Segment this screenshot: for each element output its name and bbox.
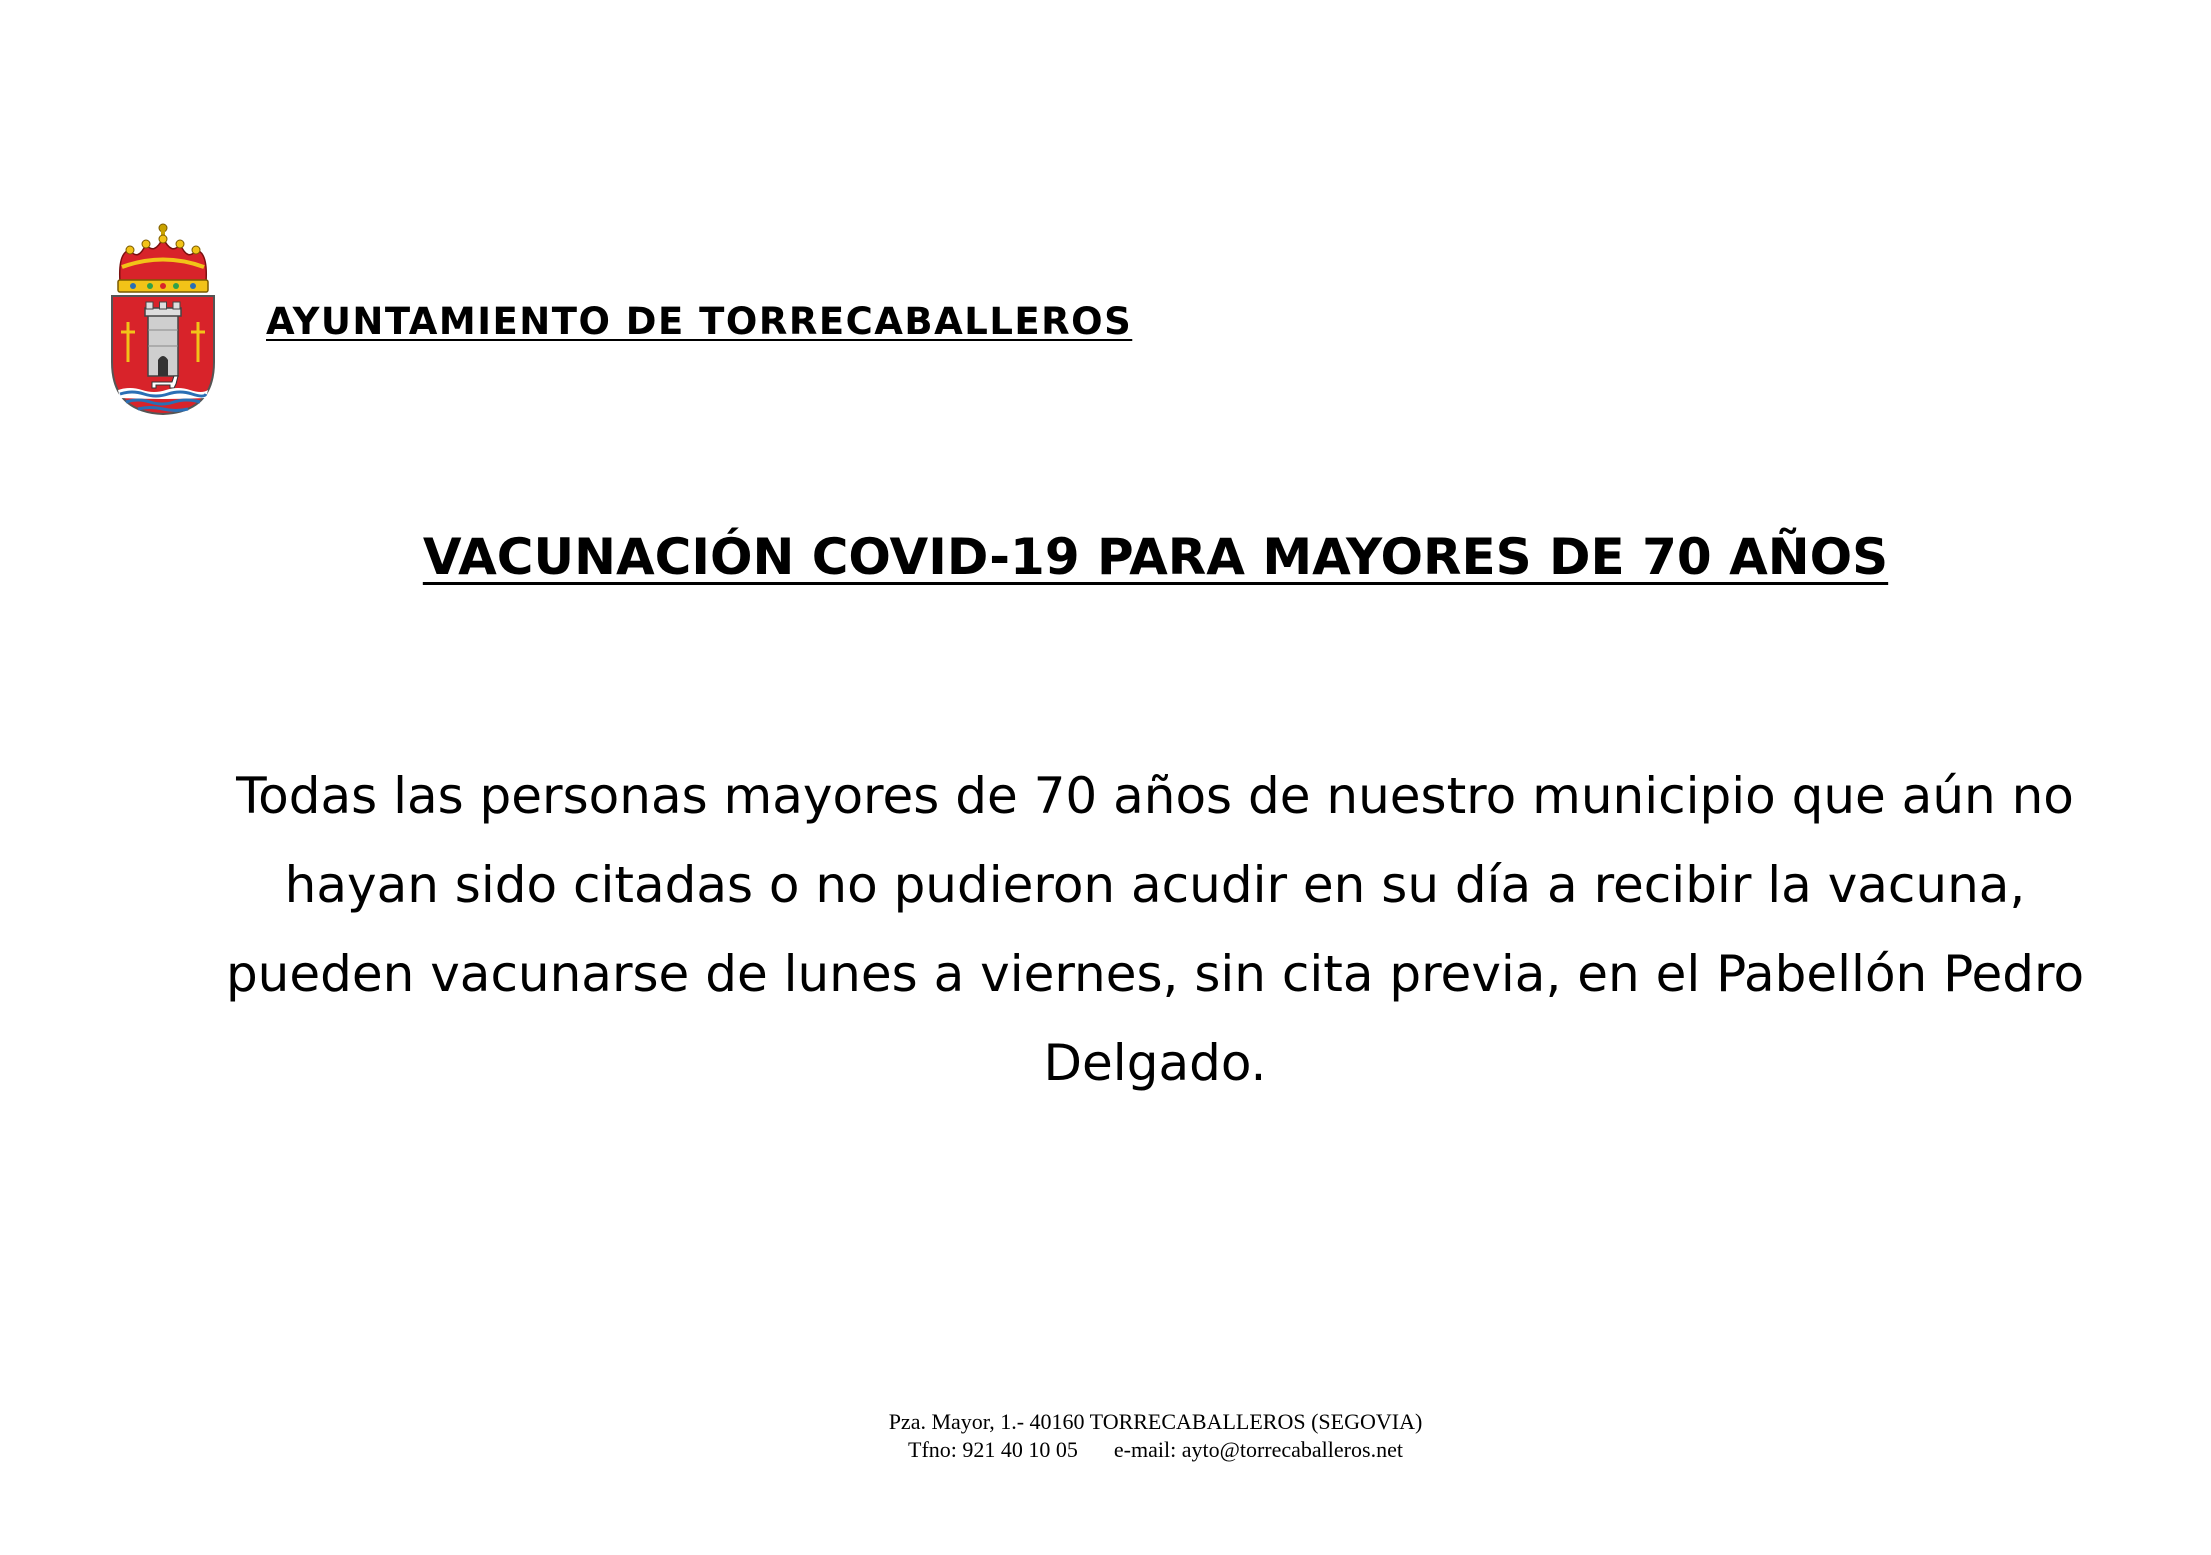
notice-body: Todas las personas mayores de 70 años de nuestro municipio que aún no hayan sido citadas o no pudieron acudir en su día a recibir la vacuna, pueden vacunarse de lunes a viernes, sin cita previa, en el Pabellón Pedro Delgado.	[225, 767, 2085, 1092]
organization-name: AYUNTAMIENTO DE TORRECABALLEROS	[266, 300, 1133, 343]
coat-of-arms-icon	[108, 222, 218, 417]
notice-title: VACUNACIÓN COVID-19 PARA MAYORES DE 70 AÑOS	[422, 528, 1889, 586]
footer-address: Pza. Mayor, 1.- 40160 TORRECABALLEROS (SEGOVIA)	[888, 1409, 1423, 1434]
footer-contact	[0, 1408, 2211, 1464]
footer-phone: Tfno: 921 40 10 05	[908, 1437, 1078, 1462]
footer-contact-line	[100, 1436, 2211, 1464]
footer-email: e-mail: ayto@torrecaballeros.net	[1113, 1437, 1403, 1462]
